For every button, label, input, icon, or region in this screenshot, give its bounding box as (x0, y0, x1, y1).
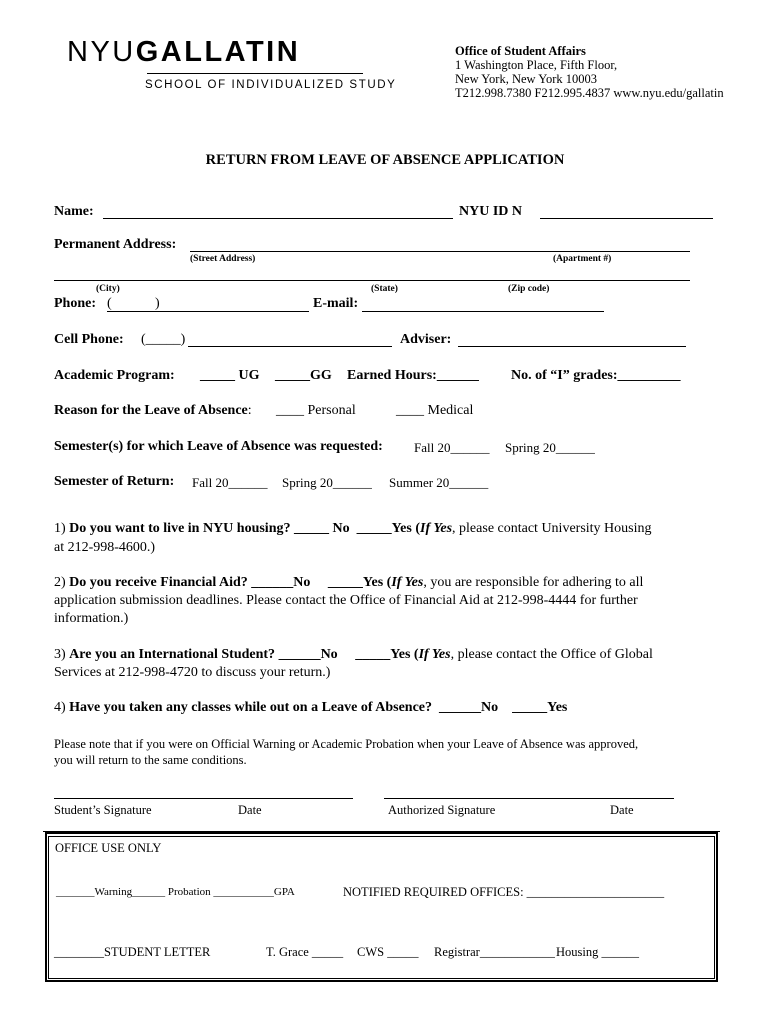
i-grades-field[interactable]: No. of “I” grades:_________ (511, 368, 681, 383)
q3-line-2: Services at 212-998-4720 to discuss your return.) (54, 665, 331, 680)
medical-option[interactable]: ____ Medical (396, 403, 474, 418)
question-4 (54, 700, 567, 716)
q1-rest: , please contact University Housing (452, 521, 652, 536)
warning-probation-gpa-field[interactable]: _______Warning______ Probation ___________GPA (56, 886, 295, 898)
nyu-gallatin-logo (67, 36, 300, 69)
logo-rule (147, 73, 363, 74)
note-line-2: you will return to the same conditions. (54, 753, 247, 767)
q4-number: 4) (54, 700, 66, 715)
q1-number: 1) (54, 521, 66, 536)
q4-text: Have you taken any classes while out on a Leave of Absence? (69, 700, 433, 715)
email-label: E-mail: (313, 296, 359, 311)
name-label: Name: (54, 204, 94, 219)
q3-number: 3) (54, 647, 66, 662)
zip-caption: (Zip code) (508, 284, 550, 294)
q3-no-option[interactable]: ______No (278, 647, 338, 662)
q3-yes-option[interactable]: _____Yes ( (355, 647, 419, 662)
state-caption: (State) (371, 284, 398, 294)
city-state-zip-field[interactable] (54, 280, 690, 281)
street-caption: (Street Address) (190, 254, 256, 264)
question-1 (54, 521, 652, 537)
authorized-date-label: Date (610, 803, 634, 817)
t-grace-field[interactable]: T. Grace _____ (266, 945, 344, 959)
q1-yes-option[interactable]: _____Yes ( (356, 521, 421, 536)
student-signature-line[interactable] (54, 798, 353, 799)
name-field[interactable] (103, 218, 453, 219)
office-address-block (455, 44, 724, 100)
q2-line-3: information.) (54, 611, 129, 626)
cell-phone-paren: (_____) (141, 332, 186, 347)
return-spring-field[interactable]: Spring 20______ (282, 475, 372, 490)
form-title: RETURN FROM LEAVE OF ABSENCE APPLICATION (205, 152, 565, 168)
apartment-caption: (Apartment #) (553, 254, 612, 264)
ug-option[interactable]: _____ UG (200, 368, 260, 383)
return-fall-field[interactable]: Fall 20______ (192, 475, 268, 490)
nyu-id-field[interactable] (540, 218, 713, 219)
office-line-1: 1 Washington Place, Fifth Floor, (455, 58, 618, 72)
q1-no-option[interactable]: _____ No (294, 521, 350, 536)
authorized-signature-label: Authorized Signature (388, 803, 496, 817)
earned-hours-field[interactable]: Earned Hours:______ (347, 368, 479, 383)
question-3 (54, 647, 653, 663)
phone-field[interactable] (107, 311, 309, 312)
q2-text: Do you receive Financial Aid? (69, 575, 248, 590)
q4-yes-option[interactable]: _____Yes (512, 700, 568, 715)
reason-colon: : (247, 403, 252, 418)
q3-if-yes: If Yes (418, 647, 451, 662)
q1-text: Do you want to live in NYU housing? (69, 521, 291, 536)
note-line-1: Please note that if you were on Official Warning or Academic Probation when your Leave of Absence was approved, (54, 737, 639, 751)
logo-bold: GALLATIN (135, 36, 301, 68)
q2-yes-option[interactable]: _____Yes ( (327, 575, 392, 590)
cell-phone-field[interactable] (188, 346, 392, 347)
phone-paren-close: ) (155, 296, 160, 311)
nyu-id-label: NYU ID N (459, 204, 522, 219)
semesters-label: Semester(s) for which Leave of Absence was requested: (54, 439, 383, 454)
office-line-3: T212.998.7380 F212.995.4837 www.nyu.edu/gallatin (455, 86, 724, 100)
q2-line-2: application submission deadlines. Please contact the Office of Financial Aid at 212-998-4444 for further (54, 593, 638, 608)
adviser-field[interactable] (458, 346, 686, 347)
q3-text: Are you an International Student? (69, 647, 276, 662)
q2-no-option[interactable]: ______No (251, 575, 311, 590)
office-line-2: New York, New York 10003 (455, 72, 598, 86)
logo-prefix: NYU (67, 36, 136, 68)
school-name: SCHOOL OF INDIVIDUALIZED STUDY (145, 79, 397, 91)
semesters-fall-field[interactable]: Fall 20______ (414, 440, 490, 455)
gg-option[interactable]: _____GG (275, 368, 332, 383)
reason-label: Reason for the Leave of Absence (54, 403, 248, 418)
cell-phone-label: Cell Phone: (54, 332, 124, 347)
phone-paren-open: ( (107, 296, 112, 311)
notified-offices-field[interactable]: NOTIFIED REQUIRED OFFICES: ______________________ (343, 885, 665, 899)
q4-no-option[interactable]: ______No (439, 700, 499, 715)
registrar-field[interactable]: Registrar____________ (434, 945, 555, 959)
semesters-spring-field[interactable]: Spring 20______ (505, 440, 595, 455)
office-use-heading: OFFICE USE ONLY (55, 841, 162, 855)
return-summer-field[interactable]: Summer 20______ (389, 475, 489, 490)
q3-rest: , please contact the Office of Global (450, 647, 653, 662)
q1-line-2: at 212-998-4600.) (54, 540, 156, 555)
student-date-label: Date (238, 803, 262, 817)
student-signature-label: Student’s Signature (54, 803, 152, 817)
academic-program-label: Academic Program: (54, 368, 175, 383)
q2-rest: , you are responsible for adhering to all (423, 575, 644, 590)
cws-field[interactable]: CWS _____ (357, 945, 419, 959)
q2-number: 2) (54, 575, 66, 590)
return-label: Semester of Return: (54, 474, 175, 489)
q1-if-yes: If Yes (420, 521, 453, 536)
phone-label: Phone: (54, 296, 96, 311)
personal-option[interactable]: ____ Personal (276, 403, 356, 418)
city-caption: (City) (96, 284, 120, 294)
street-address-field[interactable] (190, 251, 690, 252)
email-field[interactable] (362, 311, 604, 312)
permanent-address-label: Permanent Address: (54, 237, 177, 252)
student-letter-field[interactable]: ________STUDENT LETTER (54, 945, 211, 959)
q2-if-yes: If Yes (391, 575, 424, 590)
adviser-label: Adviser: (400, 332, 452, 347)
authorized-signature-line[interactable] (384, 798, 674, 799)
question-2 (54, 575, 643, 591)
housing-field[interactable]: Housing ______ (556, 945, 639, 959)
office-title: Office of Student Affairs (455, 44, 586, 58)
